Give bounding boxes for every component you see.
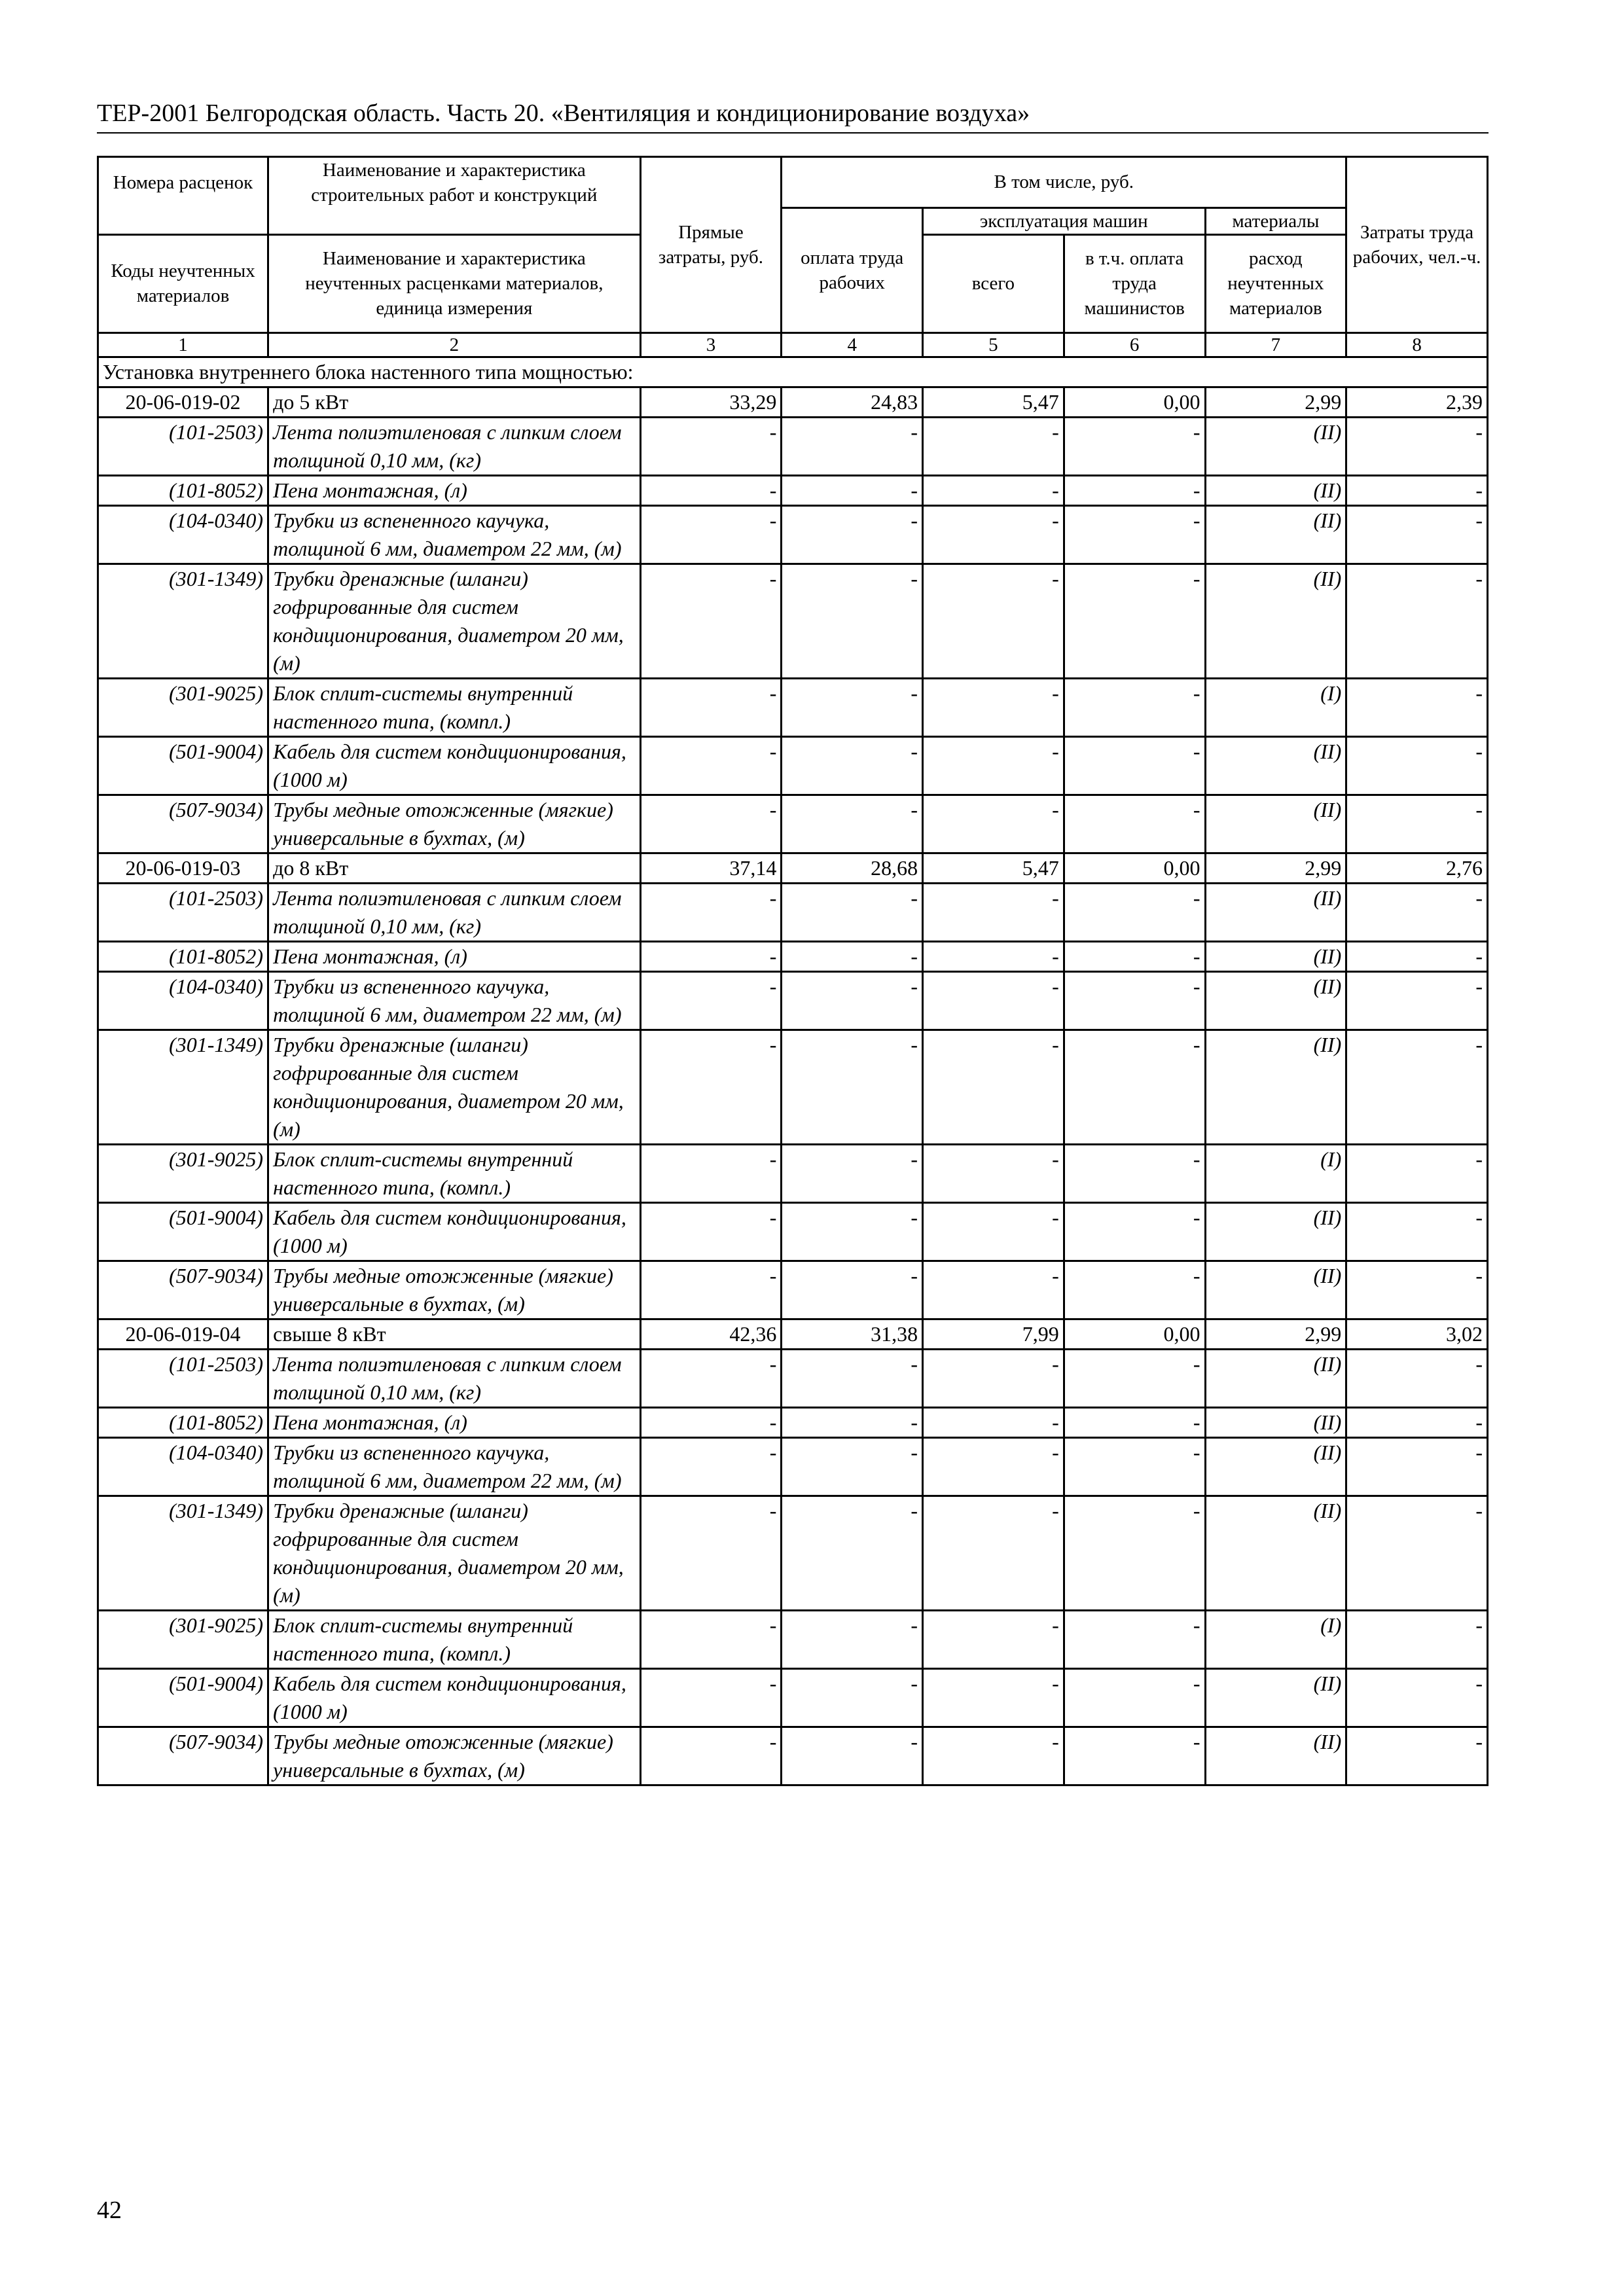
col-number: 7 (1205, 332, 1346, 357)
dash-value: - (1346, 971, 1488, 1030)
material-class-mark: (I) (1205, 1610, 1346, 1668)
dash-value: - (640, 883, 782, 941)
col-header-material-codes: Коды неучтенных материалов (98, 234, 268, 332)
col-number: 5 (923, 332, 1064, 357)
material-code: (301-1349) (98, 564, 268, 678)
material-class-mark: (I) (1205, 678, 1346, 736)
material-code: (501-9004) (98, 1668, 268, 1727)
header-rule (97, 132, 1489, 134)
material-code: (104-0340) (98, 971, 268, 1030)
material-code: (301-9025) (98, 1610, 268, 1668)
material-name: Блок сплит-системы внутренний настенного типа, (компл.) (268, 678, 641, 736)
dash-value: - (1064, 505, 1205, 564)
dash-value: - (640, 1144, 782, 1202)
material-name: Трубки из вспененного каучука, толщиной 6 мм, диаметром 22 мм, (м) (268, 1437, 641, 1496)
dash-value: - (1346, 736, 1488, 795)
dash-value: - (640, 795, 782, 853)
col-header-work-name: Наименование и характеристика строительных работ и конструкций (268, 157, 641, 208)
col-header-worker-pay: оплата труда рабочих (782, 207, 923, 332)
dash-value: - (782, 1437, 923, 1496)
rate-group (98, 387, 1488, 853)
dash-value: - (640, 1496, 782, 1610)
dash-value: - (1064, 971, 1205, 1030)
col-header-machines-total: всего (923, 234, 1064, 332)
col-number: 6 (1064, 332, 1205, 357)
material-name: Пена монтажная, (л) (268, 941, 641, 971)
rate-value: 2,99 (1205, 853, 1346, 883)
material-row (98, 1349, 1488, 1407)
dash-value: - (1064, 1727, 1205, 1785)
material-code: (501-9004) (98, 736, 268, 795)
col-header-labor-hours: Затраты труда рабочих, чел.-ч. (1346, 157, 1488, 333)
material-row (98, 941, 1488, 971)
material-class-mark: (II) (1205, 417, 1346, 475)
material-row (98, 1407, 1488, 1437)
dash-value: - (1346, 1496, 1488, 1610)
material-name: Лента полиэтиленовая с липким слоем толщиной 0,10 мм, (кг) (268, 417, 641, 475)
dash-value: - (782, 1030, 923, 1144)
dash-value: - (1346, 505, 1488, 564)
rate-name: до 8 кВт (268, 853, 641, 883)
dash-value: - (1064, 1610, 1205, 1668)
dash-value: - (640, 1407, 782, 1437)
col-header-material-usage: расход неучтенных материалов (1205, 234, 1346, 332)
rate-value: 3,02 (1346, 1319, 1488, 1349)
col-header-including: В том числе, руб. (782, 157, 1346, 208)
dash-value: - (1064, 1144, 1205, 1202)
dash-value: - (782, 417, 923, 475)
material-row (98, 417, 1488, 475)
material-code: (507-9034) (98, 795, 268, 853)
material-code: (301-1349) (98, 1030, 268, 1144)
dash-value: - (782, 1144, 923, 1202)
material-class-mark: (II) (1205, 1668, 1346, 1727)
dash-value: - (782, 505, 923, 564)
dash-value: - (782, 971, 923, 1030)
dash-value: - (782, 795, 923, 853)
dash-value: - (1346, 1349, 1488, 1407)
column-numbers-row (98, 332, 1488, 357)
material-row (98, 1437, 1488, 1496)
material-name: Трубы медные отожженные (мягкие) универсальные в бухтах, (м) (268, 1727, 641, 1785)
dash-value: - (1346, 1610, 1488, 1668)
material-class-mark: (II) (1205, 1496, 1346, 1610)
material-name: Трубки из вспененного каучука, толщиной 6 мм, диаметром 22 мм, (м) (268, 505, 641, 564)
dash-value: - (923, 1202, 1064, 1261)
document-title: ТЕР-2001 Белгородская область. Часть 20. «Вентиляция и кондиционирование воздуха» (97, 99, 1030, 127)
material-name: Кабель для систем кондиционирования, (1000 м) (268, 1202, 641, 1261)
dash-value: - (782, 475, 923, 505)
dash-value: - (640, 971, 782, 1030)
dash-value: - (782, 1668, 923, 1727)
dash-value: - (923, 1407, 1064, 1437)
rate-value: 5,47 (923, 853, 1064, 883)
col-number: 3 (640, 332, 782, 357)
section-title-row (98, 357, 1488, 387)
material-code: (301-9025) (98, 1144, 268, 1202)
material-code: (101-2503) (98, 883, 268, 941)
dash-value: - (1346, 417, 1488, 475)
material-code: (507-9034) (98, 1727, 268, 1785)
material-class-mark: (II) (1205, 1030, 1346, 1144)
dash-value: - (640, 475, 782, 505)
dash-value: - (1064, 941, 1205, 971)
dash-value: - (640, 1202, 782, 1261)
material-class-mark: (II) (1205, 564, 1346, 678)
dash-value: - (923, 1610, 1064, 1668)
dash-value: - (923, 1349, 1064, 1407)
dash-value: - (640, 1437, 782, 1496)
material-row (98, 971, 1488, 1030)
dash-value: - (782, 1202, 923, 1261)
dash-value: - (923, 564, 1064, 678)
col-header-operator-pay: в т.ч. оплата труда машинистов (1064, 234, 1205, 332)
dash-value: - (1064, 475, 1205, 505)
material-code: (104-0340) (98, 505, 268, 564)
dash-value: - (1346, 1437, 1488, 1496)
material-row (98, 1030, 1488, 1144)
dash-value: - (640, 736, 782, 795)
dash-value: - (1346, 1668, 1488, 1727)
dash-value: - (923, 883, 1064, 941)
dash-value: - (1064, 1668, 1205, 1727)
dash-value: - (1064, 795, 1205, 853)
material-code: (301-1349) (98, 1496, 268, 1610)
material-name: Пена монтажная, (л) (268, 475, 641, 505)
material-class-mark: (II) (1205, 1437, 1346, 1496)
dash-value: - (1346, 1030, 1488, 1144)
dash-value: - (640, 1668, 782, 1727)
material-code: (507-9034) (98, 1261, 268, 1319)
dash-value: - (640, 1610, 782, 1668)
dash-value: - (923, 475, 1064, 505)
col-number: 2 (268, 332, 641, 357)
dash-value: - (1346, 941, 1488, 971)
material-name: Трубки дренажные (шланги) гофрированные для систем кондиционирования, диаметром 20 мм, (м) (268, 1030, 641, 1144)
dash-value: - (923, 1496, 1064, 1610)
dash-value: - (1064, 417, 1205, 475)
col-number: 8 (1346, 332, 1488, 357)
material-row (98, 1202, 1488, 1261)
material-name: Трубы медные отожженные (мягкие) универсальные в бухтах, (м) (268, 1261, 641, 1319)
rate-row (98, 1319, 1488, 1349)
rate-name: свыше 8 кВт (268, 1319, 641, 1349)
material-class-mark: (II) (1205, 941, 1346, 971)
dash-value: - (640, 678, 782, 736)
dash-value: - (640, 1261, 782, 1319)
rate-value: 2,76 (1346, 853, 1488, 883)
dash-value: - (1064, 678, 1205, 736)
material-code: (104-0340) (98, 1437, 268, 1496)
dash-value: - (1064, 1349, 1205, 1407)
dash-value: - (782, 1610, 923, 1668)
rates-table (97, 156, 1489, 1786)
material-name: Кабель для систем кондиционирования, (1000 м) (268, 1668, 641, 1727)
material-code: (101-8052) (98, 475, 268, 505)
dash-value: - (923, 1261, 1064, 1319)
material-class-mark: (II) (1205, 795, 1346, 853)
dash-value: - (640, 1349, 782, 1407)
dash-value: - (1346, 475, 1488, 505)
dash-value: - (923, 417, 1064, 475)
material-name: Пена монтажная, (л) (268, 1407, 641, 1437)
material-row (98, 1668, 1488, 1727)
dash-value: - (1346, 883, 1488, 941)
dash-value: - (1064, 1202, 1205, 1261)
dash-value: - (923, 1030, 1064, 1144)
dash-value: - (923, 1144, 1064, 1202)
col-header-direct-costs: Прямые затраты, руб. (640, 157, 782, 333)
rate-value: 42,36 (640, 1319, 782, 1349)
dash-value: - (1346, 1727, 1488, 1785)
material-name: Трубки из вспененного каучука, толщиной 6 мм, диаметром 22 мм, (м) (268, 971, 641, 1030)
material-class-mark: (II) (1205, 475, 1346, 505)
dash-value: - (1346, 795, 1488, 853)
material-row (98, 1144, 1488, 1202)
dash-value: - (1064, 736, 1205, 795)
rate-group (98, 853, 1488, 1319)
material-name: Лента полиэтиленовая с липким слоем толщиной 0,10 мм, (кг) (268, 1349, 641, 1407)
rate-row (98, 853, 1488, 883)
rate-value: 0,00 (1064, 1319, 1205, 1349)
dash-value: - (1064, 1261, 1205, 1319)
dash-value: - (782, 1727, 923, 1785)
rate-code: 20-06-019-02 (98, 387, 268, 417)
dash-value: - (640, 941, 782, 971)
dash-value: - (1064, 1437, 1205, 1496)
material-row (98, 795, 1488, 853)
material-name: Блок сплит-системы внутренний настенного типа, (компл.) (268, 1610, 641, 1668)
material-row (98, 1496, 1488, 1610)
material-class-mark: (II) (1205, 736, 1346, 795)
dash-value: - (1346, 678, 1488, 736)
dash-value: - (923, 505, 1064, 564)
dash-value: - (782, 941, 923, 971)
material-class-mark: (II) (1205, 1349, 1346, 1407)
dash-value: - (782, 1261, 923, 1319)
rate-group (98, 1319, 1488, 1785)
rate-value: 0,00 (1064, 853, 1205, 883)
material-row (98, 1261, 1488, 1319)
dash-value: - (1064, 1030, 1205, 1144)
material-class-mark: (I) (1205, 1144, 1346, 1202)
dash-value: - (782, 736, 923, 795)
col-number: 1 (98, 332, 268, 357)
section-title: Установка внутреннего блока настенного типа мощностью: (98, 357, 1488, 387)
material-row (98, 736, 1488, 795)
dash-value: - (1064, 883, 1205, 941)
material-row (98, 475, 1488, 505)
rate-value: 28,68 (782, 853, 923, 883)
dash-value: - (640, 1030, 782, 1144)
dash-value: - (1346, 1261, 1488, 1319)
dash-value: - (923, 795, 1064, 853)
dash-value: - (1064, 564, 1205, 678)
material-code: (101-2503) (98, 1349, 268, 1407)
material-code: (301-9025) (98, 678, 268, 736)
material-code: (501-9004) (98, 1202, 268, 1261)
material-name: Трубки дренажные (шланги) гофрированные для систем кондиционирования, диаметром 20 мм, (м) (268, 564, 641, 678)
dash-value: - (1064, 1496, 1205, 1610)
dash-value: - (640, 505, 782, 564)
material-class-mark: (II) (1205, 1727, 1346, 1785)
col-header-material-names: Наименование и характеристика неучтенных расценками материалов, единица измерения (268, 234, 641, 332)
material-name: Лента полиэтиленовая с липким слоем толщиной 0,10 мм, (кг) (268, 883, 641, 941)
dash-value: - (923, 736, 1064, 795)
dash-value: - (923, 941, 1064, 971)
rate-value: 0,00 (1064, 387, 1205, 417)
material-class-mark: (II) (1205, 1407, 1346, 1437)
rate-value: 31,38 (782, 1319, 923, 1349)
col-header-materials: материалы (1205, 207, 1346, 234)
dash-value: - (782, 883, 923, 941)
dash-value: - (782, 1407, 923, 1437)
dash-value: - (640, 564, 782, 678)
material-code: (101-2503) (98, 417, 268, 475)
page-number: 42 (97, 2197, 122, 2224)
rate-name: до 5 кВт (268, 387, 641, 417)
dash-value: - (923, 971, 1064, 1030)
dash-value: - (782, 678, 923, 736)
material-class-mark: (II) (1205, 883, 1346, 941)
material-class-mark: (II) (1205, 971, 1346, 1030)
material-class-mark: (II) (1205, 505, 1346, 564)
rate-value: 37,14 (640, 853, 782, 883)
table-head (98, 157, 1488, 357)
dash-value: - (923, 1727, 1064, 1785)
material-row (98, 564, 1488, 678)
dash-value: - (1064, 1407, 1205, 1437)
rate-value: 33,29 (640, 387, 782, 417)
dash-value: - (640, 1727, 782, 1785)
dash-value: - (923, 1437, 1064, 1496)
col-header-rate-numbers: Номера расценок (98, 157, 268, 208)
material-name: Трубы медные отожженные (мягкие) универсальные в бухтах, (м) (268, 795, 641, 853)
rate-value: 2,99 (1205, 1319, 1346, 1349)
dash-value: - (782, 1349, 923, 1407)
dash-value: - (782, 564, 923, 678)
material-class-mark: (II) (1205, 1261, 1346, 1319)
dash-value: - (1346, 1202, 1488, 1261)
rate-value: 7,99 (923, 1319, 1064, 1349)
dash-value: - (1346, 564, 1488, 678)
dash-value: - (923, 1668, 1064, 1727)
material-code: (101-8052) (98, 1407, 268, 1437)
rate-code: 20-06-019-04 (98, 1319, 268, 1349)
dash-value: - (1346, 1144, 1488, 1202)
material-row (98, 883, 1488, 941)
rate-value: 2,99 (1205, 387, 1346, 417)
dash-value: - (782, 1496, 923, 1610)
rate-value: 2,39 (1346, 387, 1488, 417)
material-row (98, 505, 1488, 564)
dash-value: - (1346, 1407, 1488, 1437)
col-header-machines: эксплуатация машин (923, 207, 1205, 234)
rate-value: 5,47 (923, 387, 1064, 417)
page-header (97, 97, 1489, 134)
material-class-mark: (II) (1205, 1202, 1346, 1261)
dash-value: - (640, 417, 782, 475)
dash-value: - (923, 678, 1064, 736)
rate-row (98, 387, 1488, 417)
material-name: Трубки дренажные (шланги) гофрированные для систем кондиционирования, диаметром 20 мм, (м) (268, 1496, 641, 1610)
material-row (98, 1727, 1488, 1785)
material-name: Блок сплит-системы внутренний настенного типа, (компл.) (268, 1144, 641, 1202)
material-name: Кабель для систем кондиционирования, (1000 м) (268, 736, 641, 795)
material-row (98, 678, 1488, 736)
rate-code: 20-06-019-03 (98, 853, 268, 883)
material-row (98, 1610, 1488, 1668)
col-number: 4 (782, 332, 923, 357)
material-code: (101-8052) (98, 941, 268, 971)
rate-value: 24,83 (782, 387, 923, 417)
